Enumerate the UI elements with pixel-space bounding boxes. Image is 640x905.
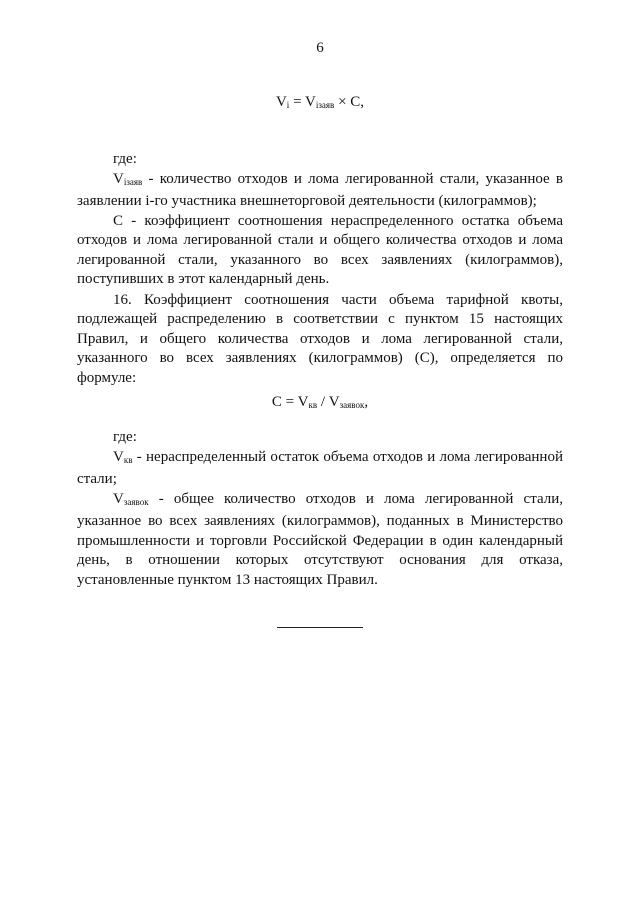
definition-v-zayavok xyxy=(77,490,563,591)
definition-v-zayavok-sub: заявок xyxy=(123,496,149,507)
where-label-2: где: xyxy=(113,429,137,445)
definition-v-zayavok-text: - общее количество отходов и лома легированной стали, указанное во всех заявлениях (килограммов), поданных в Министерство промышленности и торговли Российской Федерации в один календарный день, в отношении которых отсутствуют основания для отказа, установленные пунктом 13 настоящих Правил. xyxy=(77,490,563,588)
definition-v-izayav-text: - количество отходов и лома легированной стали, указанное в заявлении i-го участника внешнеторговой деятельности (килограммов); xyxy=(77,170,563,209)
definition-v-kv-text: - нераспределенный остаток объема отходов и лома легированной стали; xyxy=(77,448,563,487)
formula-c-end: , xyxy=(364,394,369,410)
definitions-block-1 xyxy=(77,150,563,388)
where-label-1: где: xyxy=(113,151,137,167)
definitions-block-2 xyxy=(77,428,563,590)
formula-vi-rhs-var: V xyxy=(305,94,316,110)
paragraph-16: 16. Коэффициент соотношения части объема тарифной квоты, подлежащей распределению в соответствии с пунктом 15 настоящих Правил, и общего количества отходов и лома легированной стали, указанного во всех заявлениях (килограммов) (С), определяется по формуле: xyxy=(77,291,563,386)
formula-c-mid: / V xyxy=(317,394,340,410)
formula-c xyxy=(0,394,640,411)
page-number: 6 xyxy=(316,40,324,56)
closing-rule xyxy=(277,627,363,628)
definition-v-kv-sub: кв xyxy=(123,454,133,465)
formula-vi-lhs: V xyxy=(275,94,287,110)
formula-vi-eq: = xyxy=(289,94,306,110)
definition-v-kv xyxy=(77,448,563,490)
formula-vi-rest: × C, xyxy=(334,94,365,110)
formula-vi xyxy=(0,94,640,111)
formula-vi-lhs-sub: i xyxy=(286,100,290,110)
definition-v-zayavok-var: V xyxy=(113,490,124,507)
definition-v-izayav xyxy=(77,170,563,212)
formula-c-sub-kv: кв xyxy=(308,400,318,410)
definition-v-izayav-var: V xyxy=(113,170,124,187)
definition-c: С - коэффициент соотношения нераспределенного остатка объема отходов и лома легированной стали и общего количества отходов и лома легированной стали, указанного во всех заявлениях (килограммов), поступивших в этот календарный день. xyxy=(77,212,563,287)
formula-c-sub-zayavok: заявок xyxy=(339,400,365,410)
definition-v-izayav-sub: iзаяв xyxy=(123,176,143,187)
formula-c-lhs: C = V xyxy=(271,394,309,410)
definition-v-kv-var: V xyxy=(113,448,124,465)
formula-vi-rhs-sub: iзаяв xyxy=(315,100,335,110)
